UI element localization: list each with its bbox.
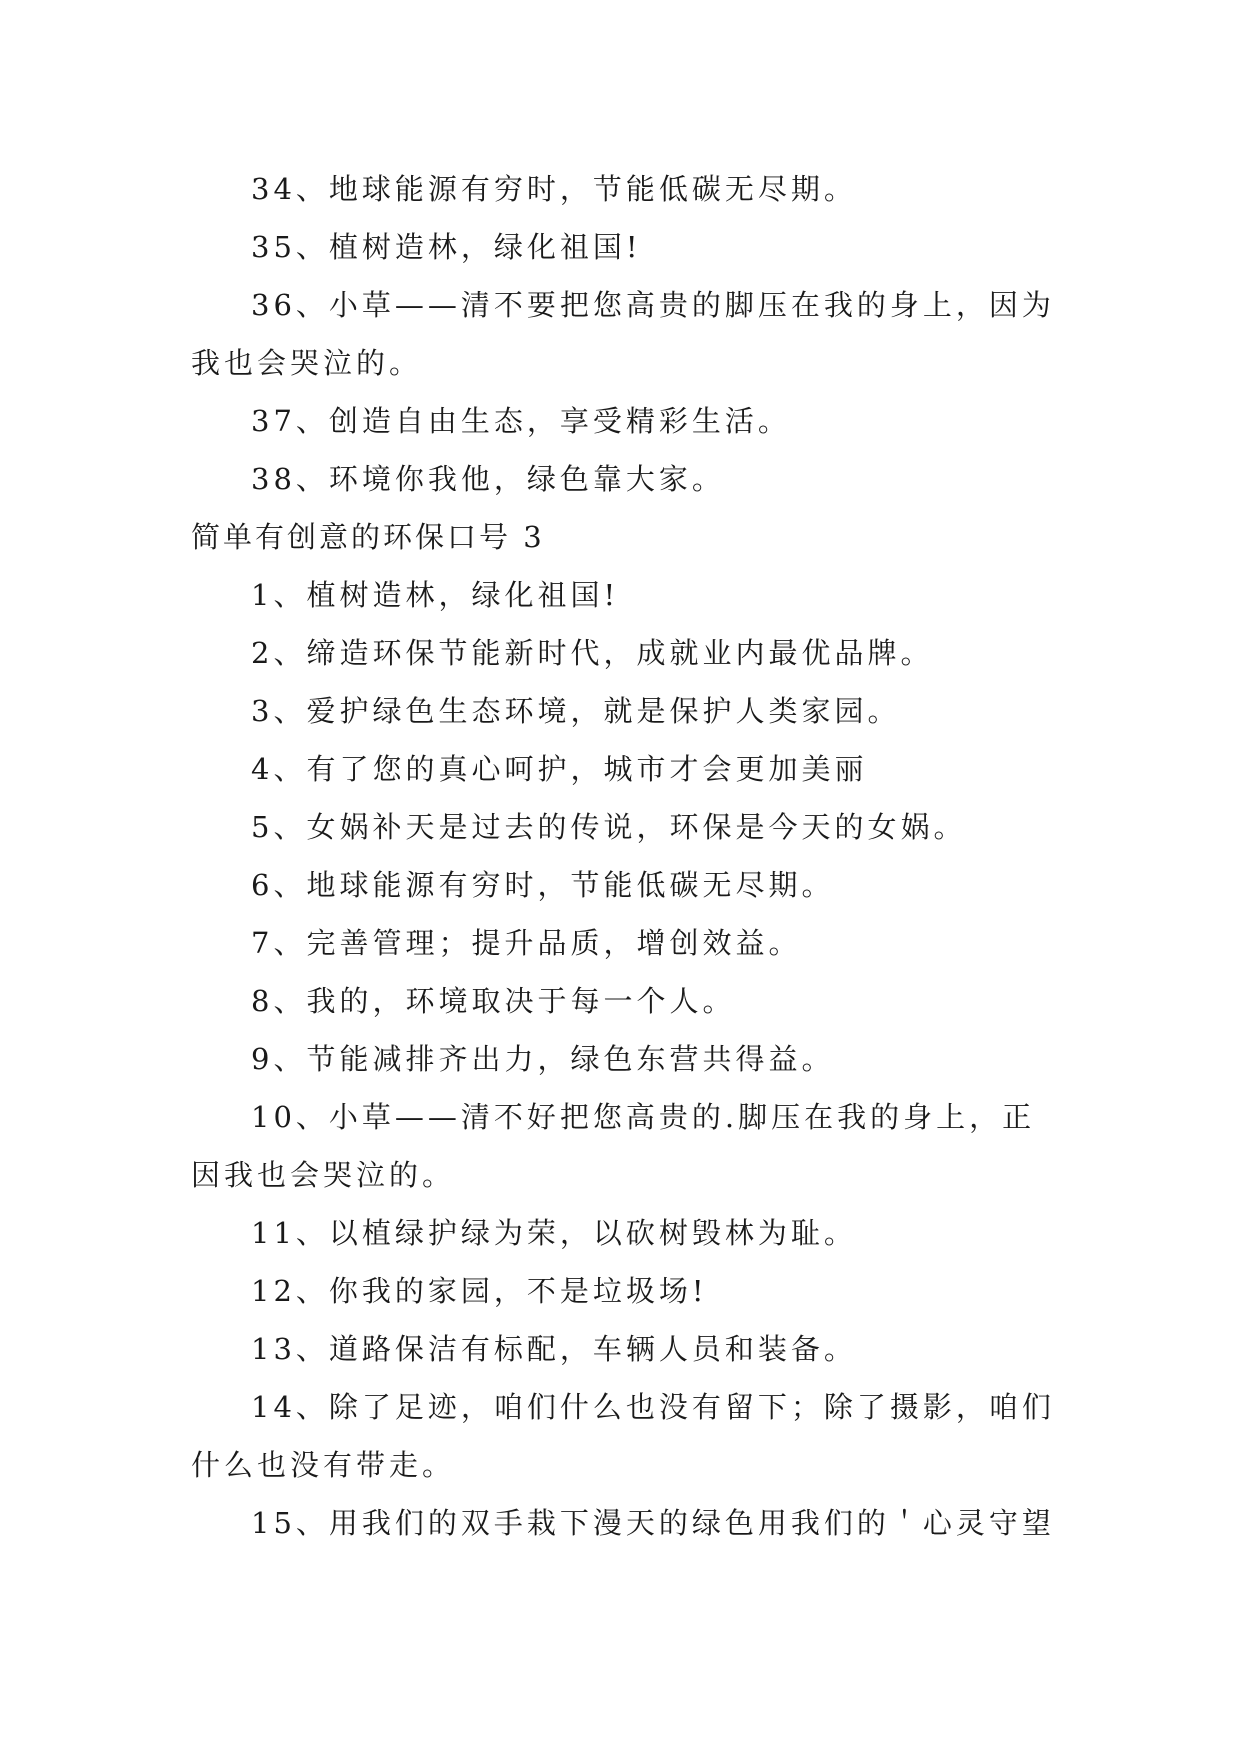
slogan-line-6: 6、地球能源有穷时，节能低碳无尽期。 [251,868,835,902]
slogan-line-10-continued: 因我也会哭泣的。 [191,1158,456,1192]
slogan-line-35: 35、植树造林，绿化祖国! [251,230,642,264]
slogan-line-4: 4、有了您的真心呵护，城市才会更加美丽 [251,752,868,786]
slogan-line-13: 13、道路保洁有标配，车辆人员和装备。 [251,1332,857,1366]
slogan-line-5: 5、女娲补天是过去的传说，环保是今天的女娲。 [251,810,967,844]
slogan-line-14: 14、除了足迹，咱们什么也没有留下；除了摄影，咱们 [251,1390,1055,1424]
slogan-line-34: 34、地球能源有穷时，节能低碳无尽期。 [251,172,857,206]
slogan-line-9: 9、节能减排齐出力，绿色东营共得益。 [251,1042,835,1076]
slogan-line-8: 8、我的，环境取决于每一个人。 [251,984,736,1018]
section-heading: 简单有创意的环保口号 3 [191,520,545,554]
slogan-line-38: 38、环境你我他，绿色靠大家。 [251,462,725,496]
slogan-line-36: 36、小草——清不要把您高贵的脚压在我的身上，因为 [251,288,1055,322]
document-body [191,160,1061,1552]
slogan-line-7: 7、完善管理；提升品质，增创效益。 [251,926,802,960]
slogan-line-36-continued: 我也会哭泣的。 [191,346,423,380]
slogan-line-11: 11、以植绿护绿为荣，以砍树毁林为耻。 [251,1216,857,1250]
slogan-line-10: 10、小草——清不好把您高贵的.脚压在我的身上，正 [251,1100,1036,1134]
slogan-line-3: 3、爱护绿色生态环境，就是保护人类家园。 [251,694,901,728]
slogan-line-15: 15、用我们的双手栽下漫天的绿色用我们的＇心灵守望 [251,1506,1055,1540]
slogan-line-37: 37、创造自由生态，享受精彩生活。 [251,404,791,438]
slogan-line-1: 1、植树造林，绿化祖国! [251,578,620,612]
slogan-line-2: 2、缔造环保节能新时代，成就业内最优品牌。 [251,636,934,670]
slogan-line-12: 12、你我的家园，不是垃圾场! [251,1274,708,1308]
slogan-line-14-continued: 什么也没有带走。 [191,1448,456,1482]
